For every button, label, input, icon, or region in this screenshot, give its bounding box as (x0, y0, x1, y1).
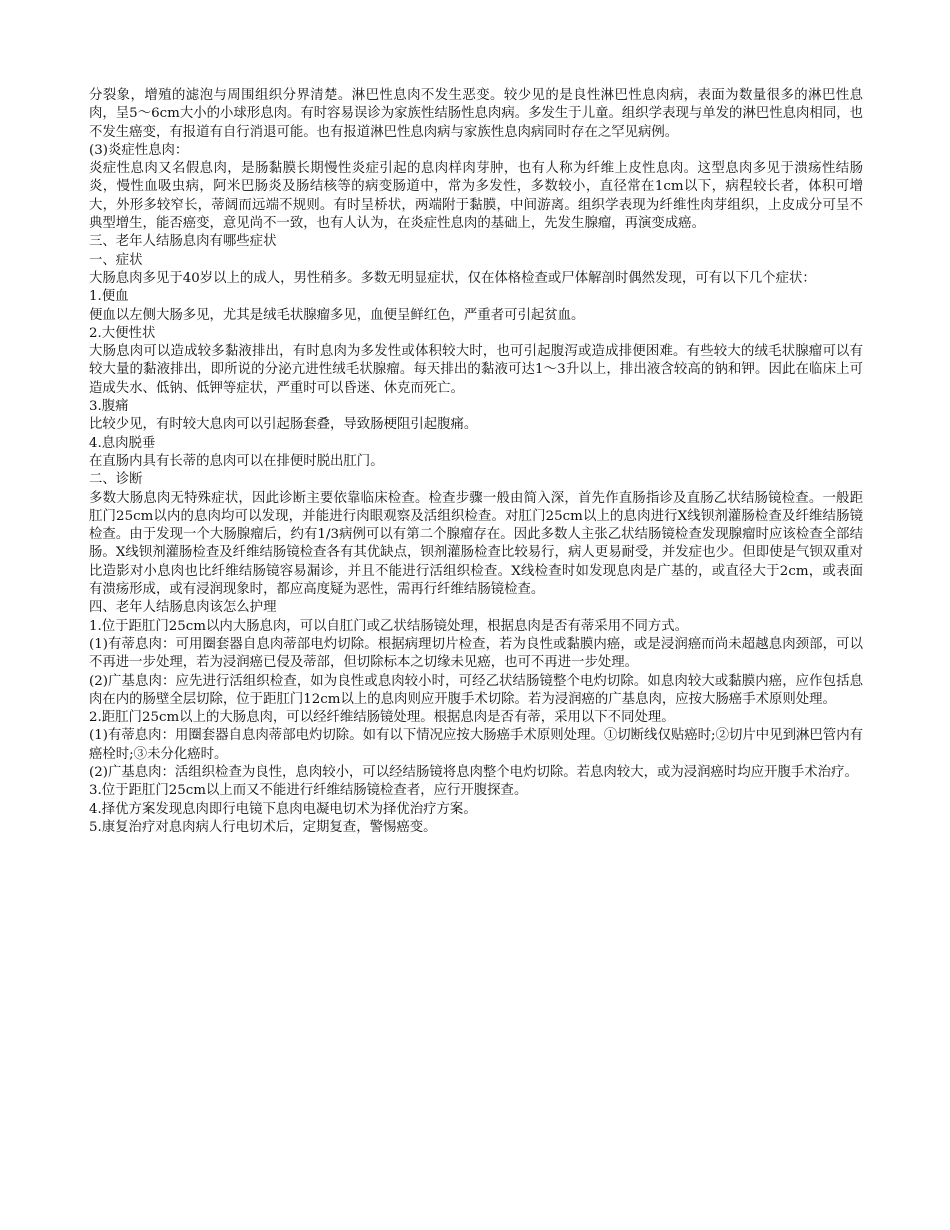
paragraph: 大肠息肉多见于40岁以上的成人，男性稍多。多数无明显症状，仅在体格检查或尸体解剖时偶然发现，可有以下几个症状： (89, 270, 816, 286)
subsection-heading: (3)炎症性息肉： (89, 142, 189, 158)
item-heading: 2.大便性状 (89, 325, 156, 341)
paragraph: (2)广基息肉：应先进行活组织检查，如为良性或息肉较小时，可经乙状结肠镜整个电灼切除。如息肉较大或黏膜内癌，应作包括息肉在内的肠壁全层切除，位于距肛门12cm以上的息肉则应开腹手术切除。若为浸润癌的广基息肉，应按大肠癌手术原则处理。 (89, 673, 863, 707)
paragraph: 3.位于距肛门25cm以上而又不能进行纤维结肠镜检查者，应行开腹探查。 (89, 783, 528, 799)
document-body (89, 87, 863, 837)
paragraph: 2.距肛门25cm以上的大肠息肉，可以经纤维结肠镜处理。根据息肉是否有蒂，采用以下不同处理。 (89, 710, 675, 726)
paragraph: 5.康复治疗对息肉病人行电切术后，定期复查，警惕癌变。 (89, 819, 437, 835)
item-heading: 1.便血 (89, 289, 129, 305)
item-heading: 3.腹痛 (89, 399, 129, 415)
paragraph: 大肠息肉可以造成较多黏液排出，有时息肉为多发性或体积较大时，也可引起腹泻或造成排便困难。有些较大的绒毛状腺瘤可以有较大量的黏液排出，即所说的分泌亢进性绒毛状腺瘤。每天排出的黏液可达1～3升以上，排出液含较高的钠和钾。因此在临床上可造成失水、低钠、低钾等症状，严重时可以昏迷、休克而死亡。 (89, 344, 863, 396)
paragraph: (1)有蒂息肉：用圈套器自息肉蒂部电灼切除。如有以下情况应按大肠癌手术原则处理。①切断线仅贴癌时;②切片中见到淋巴管内有癌栓时;③未分化癌时。 (89, 728, 863, 762)
section-heading: 四、老年人结肠息肉该怎么护理 (89, 600, 277, 616)
paragraph: 多数大肠息肉无特殊症状，因此诊断主要依靠临床检查。检查步骤一般由简入深，首先作直肠指诊及直肠乙状结肠镜检查。一般距肛门25cm以内的息肉均可以发现，并能进行肉眼观察及活组织检查。对肛门25cm以上的息肉进行X线钡剂灌肠检查及纤维结肠镜检查。由于发现一个大肠腺瘤后，约有1/3病例可以有第二个腺瘤存在。因此多数人主张乙状结肠镜检查发现腺瘤时应该检查全部结肠。X线钡剂灌肠检查及纤维结肠镜检查各有其优缺点，钡剂灌肠检查比较易行，病人更易耐受，并发症也少。但即使是气钡双重对比造影对小息肉也比纤维结肠镜容易漏诊，并且不能进行活组织检查。X线检查时如发现息肉是广基的，或直径大于2cm，或表面有溃疡形成，或有浸润现象时，都应高度疑为恶性，需再行纤维结肠镜检查。 (89, 490, 863, 598)
paragraph: 便血以左侧大肠多见，尤其是绒毛状腺瘤多见，血便呈鲜红色，严重者可引起贫血。 (89, 307, 585, 323)
subsection-heading: 一、症状 (89, 252, 143, 268)
paragraph: (1)有蒂息肉：可用圈套器自息肉蒂部电灼切除。根据病理切片检查，若为良性或黏膜内癌，或是浸润癌而尚未超越息肉颈部，可以不再进一步处理，若为浸润癌已侵及蒂部，但切除标本之切缘未见癌，也可不再进一步处理。 (89, 636, 863, 671)
paragraph: 4.择优方案发现息肉即行电镜下息肉电凝电切术为择优治疗方案。 (89, 801, 477, 817)
paragraph: 分裂象，增殖的滤泡与周围组织分界清楚。淋巴性息肉不发生恶变。较少见的是良性淋巴性息肉病，表面为数量很多的淋巴性息肉，呈5～6cm大小的小球形息肉。有时容易误诊为家族性结肠性息肉病。多发生于儿童。组织学表现与单发的淋巴性息肉相同，也不发生癌变，有报道有自行消退可能。也有报道淋巴性息肉病与家族性息肉病同时存在之罕见病例。 (89, 88, 863, 140)
paragraph: 比较少见，有时较大息肉可以引起肠套叠，导致肠梗阻引起腹痛。 (89, 417, 478, 433)
paragraph: 1.位于距肛门25cm以内大肠息肉，可以自肛门或乙状结肠镜处理，根据息肉是否有蒂采用不同方式。 (89, 618, 689, 634)
subsection-heading: 二、诊断 (89, 472, 143, 488)
paragraph: 炎症性息肉又名假息肉，是肠黏膜长期慢性炎症引起的息肉样肉芽肿，也有人称为纤维上皮性息肉。这型息肉多见于溃疡性结肠炎，慢性血吸虫病，阿米巴肠炎及肠结核等的病变肠道中，常为多发性，多数较小，直径常在1cm以下，病程较长者，体积可增大，外形多较窄长，蒂阔而远端不规则。有时呈桥状，两端附于黏膜，中间游离。组织学表现为纤维性肉芽组织，上皮成分可呈不典型增生，能否癌变，意见尚不一致，也有人认为，在炎症性息肉的基础上，先发生腺瘤，再演变成癌。 (89, 161, 863, 232)
paragraph: 在直肠内具有长蒂的息肉可以在排便时脱出肛门。 (89, 453, 384, 469)
section-heading: 三、老年人结肠息肉有哪些症状 (89, 234, 277, 250)
paragraph: (2)广基息肉：活组织检查为良性，息肉较小，可以经结肠镜将息肉整个电灼切除。若息肉较大，或为浸润癌时均应开腹手术治疗。 (89, 764, 858, 780)
item-heading: 4.息肉脱垂 (89, 435, 156, 451)
